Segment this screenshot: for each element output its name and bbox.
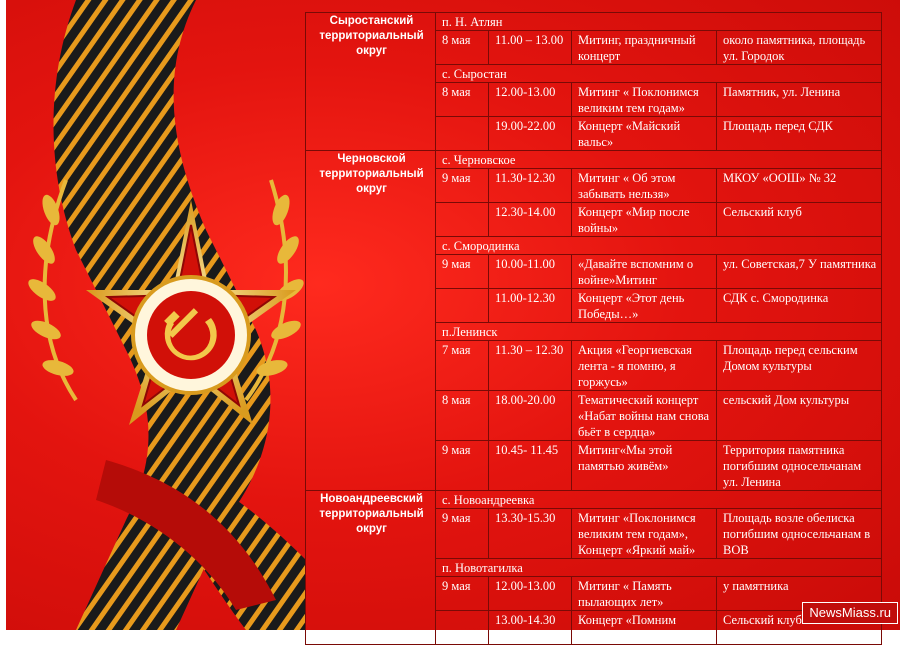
event-venue: ул. Советская,7 У памятника <box>717 255 882 289</box>
place-name: п.Ленинск <box>436 323 882 341</box>
event-time: 12.30-14.00 <box>489 203 572 237</box>
event-venue: сельский Дом культуры <box>717 391 882 441</box>
event-venue: СДК с. Смородинка <box>717 289 882 323</box>
event-time: 10.00-11.00 <box>489 255 572 289</box>
event-time: 12.00-13.00 <box>489 83 572 117</box>
district-name: Новоандреевский территориальный округ <box>306 491 436 645</box>
event-title: Тематический концерт «Набат войны нам снова бьёт в сердца» <box>572 391 717 441</box>
place-name: с. Сыростан <box>436 65 882 83</box>
event-time: 11.30-12.30 <box>489 169 572 203</box>
event-title: Концерт «Этот день Победы…» <box>572 289 717 323</box>
event-title: «Давайте вспомним о войне»Митинг <box>572 255 717 289</box>
event-title: Митинг « Об этом забывать нельзя» <box>572 169 717 203</box>
event-date: 8 мая <box>436 31 489 65</box>
poster <box>6 0 900 643</box>
event-time: 12.00-13.00 <box>489 577 572 611</box>
event-title: Акция «Георгиевская лента - я помню, я горжусь» <box>572 341 717 391</box>
event-date: 9 мая <box>436 255 489 289</box>
place-name: п. Н. Атлян <box>436 13 882 31</box>
event-title: Митинг « Поклонимся великим тем годам» <box>572 83 717 117</box>
event-venue: Сельский клуб <box>717 611 882 645</box>
event-time: 11.30 – 12.30 <box>489 341 572 391</box>
event-venue: Сельский клуб <box>717 203 882 237</box>
event-venue: МКОУ «ООШ» № 32 <box>717 169 882 203</box>
place-name: с. Новоандреевка <box>436 491 882 509</box>
event-venue: у памятника <box>717 577 882 611</box>
poster-decoration <box>6 0 306 630</box>
place-name: с. Черновское <box>436 151 882 169</box>
place-row <box>306 13 882 31</box>
place-row <box>306 151 882 169</box>
event-date: 8 мая <box>436 83 489 117</box>
event-time: 13.30-15.30 <box>489 509 572 559</box>
event-time: 19.00-22.00 <box>489 117 572 151</box>
event-venue: Площадь возле обелиска погибшим односельчанам в ВОВ <box>717 509 882 559</box>
event-title: Митинг, праздничный концерт <box>572 31 717 65</box>
place-row <box>306 491 882 509</box>
event-date <box>436 203 489 237</box>
event-title: Митинг«Мы этой памятью живём» <box>572 441 717 491</box>
event-date <box>436 117 489 151</box>
event-venue: около памятника, площадь ул. Городок <box>717 31 882 65</box>
event-time: 11.00-12.30 <box>489 289 572 323</box>
event-date <box>436 611 489 645</box>
event-venue: Площадь перед СДК <box>717 117 882 151</box>
event-date: 9 мая <box>436 509 489 559</box>
event-time: 13.00-14.30 <box>489 611 572 645</box>
event-title: Митинг « Память пылающих лет» <box>572 577 717 611</box>
place-name: с. Смородинка <box>436 237 882 255</box>
watermark: NewsMiass.ru <box>802 602 898 624</box>
event-time: 11.00 – 13.00 <box>489 31 572 65</box>
event-date: 9 мая <box>436 441 489 491</box>
event-title: Митинг «Поклонимся великим тем годам», Концерт «Яркий май» <box>572 509 717 559</box>
event-title: Концерт «Мир после войны» <box>572 203 717 237</box>
event-time: 18.00-20.00 <box>489 391 572 441</box>
event-date: 7 мая <box>436 341 489 391</box>
district-name: Черновской территориальный округ <box>306 151 436 491</box>
district-name: Сыростанский территориальный округ <box>306 13 436 151</box>
event-date <box>436 289 489 323</box>
event-date: 8 мая <box>436 391 489 441</box>
event-date: 9 мая <box>436 577 489 611</box>
event-time: 10.45- 11.45 <box>489 441 572 491</box>
event-date: 9 мая <box>436 169 489 203</box>
place-name: п. Новотагилка <box>436 559 882 577</box>
event-title: Концерт «Помним сердцем» <box>572 611 717 645</box>
event-schedule-table <box>305 12 882 645</box>
event-title: Концерт «Майский вальс» <box>572 117 717 151</box>
event-venue: Площадь перед сельским Домом культуры <box>717 341 882 391</box>
event-venue: Памятник, ул. Ленина <box>717 83 882 117</box>
event-venue: Территория памятника погибшим односельчанам ул. Ленина <box>717 441 882 491</box>
